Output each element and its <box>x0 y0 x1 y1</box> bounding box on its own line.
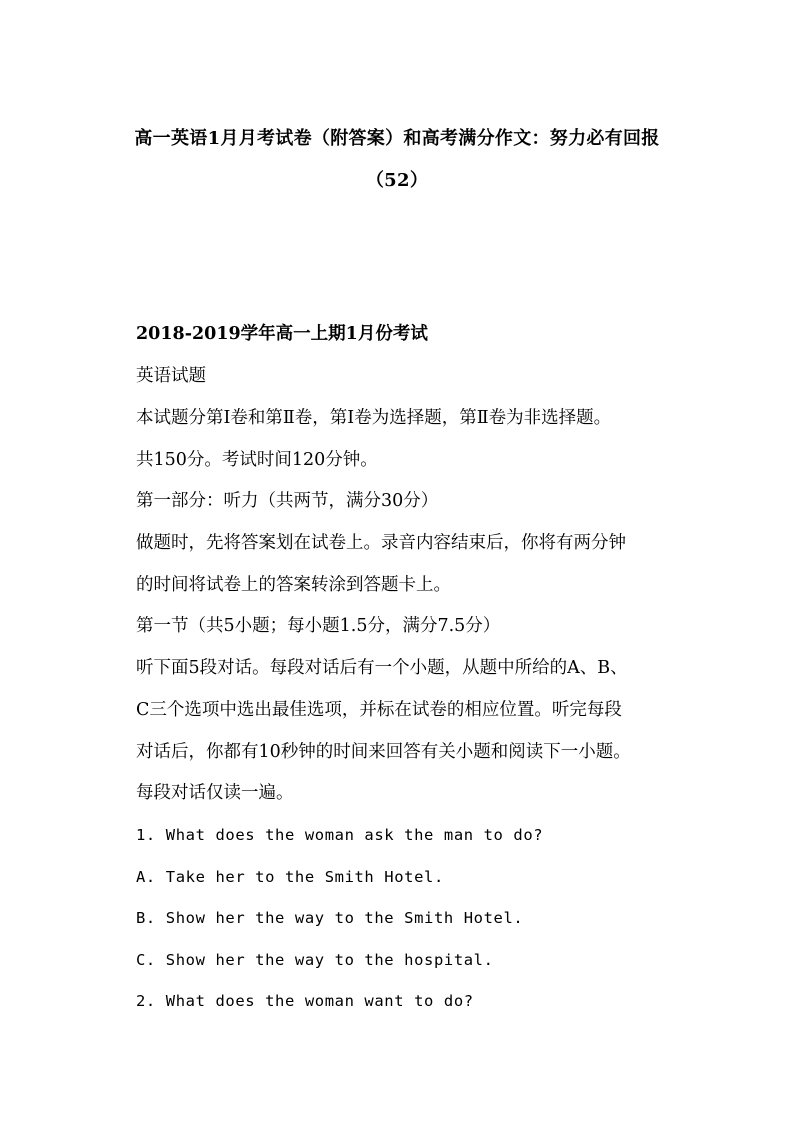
option-c: C. Show her the way to the hospital. <box>136 951 494 969</box>
instruction-line: 每段对话仅读一遍。 <box>136 783 294 803</box>
section-heading: 第一部分：听力（共两节，满分30分） <box>136 491 439 511</box>
exam-subject: 英语试题 <box>136 366 206 386</box>
exam-heading: 2018-2019学年高一上期1月份考试 <box>136 324 428 344</box>
option-b: B. Show her the way to the Smith Hotel. <box>136 909 524 927</box>
document-title-line-2: （52） <box>365 170 429 191</box>
instruction-line: 做题时，先将答案划在试卷上。录音内容结束后，你将有两分钟 <box>136 533 626 553</box>
instruction-line: 的时间将试卷上的答案转涂到答题卡上。 <box>136 575 451 595</box>
instruction-line: 对话后，你都有10秒钟的时间来回答有关小题和阅读下一小题。 <box>136 742 631 762</box>
instruction-line: C三个选项中选出最佳选项，并标在试卷的相应位置。听完每段 <box>136 700 622 720</box>
document-title-line-1: 高一英语1月月考试卷（附答案）和高考满分作文：努力必有回报 <box>134 128 660 149</box>
instruction-line: 本试题分第Ⅰ卷和第Ⅱ卷，第Ⅰ卷为选择题，第Ⅱ卷为非选择题。 <box>136 408 612 428</box>
section-heading: 第一节（共5小题；每小题1.5分，满分7.5分） <box>136 616 501 636</box>
option-a: A. Take her to the Smith Hotel. <box>136 868 444 886</box>
question-1: 1. What does the woman ask the man to do? <box>136 826 544 844</box>
instruction-line: 共150分。考试时间120分钟。 <box>136 450 378 470</box>
instruction-line: 听下面5段对话。每段对话后有一个小题，从题中所给的A、B、 <box>136 658 628 678</box>
question-2: 2. What does the woman want to do? <box>136 992 474 1010</box>
